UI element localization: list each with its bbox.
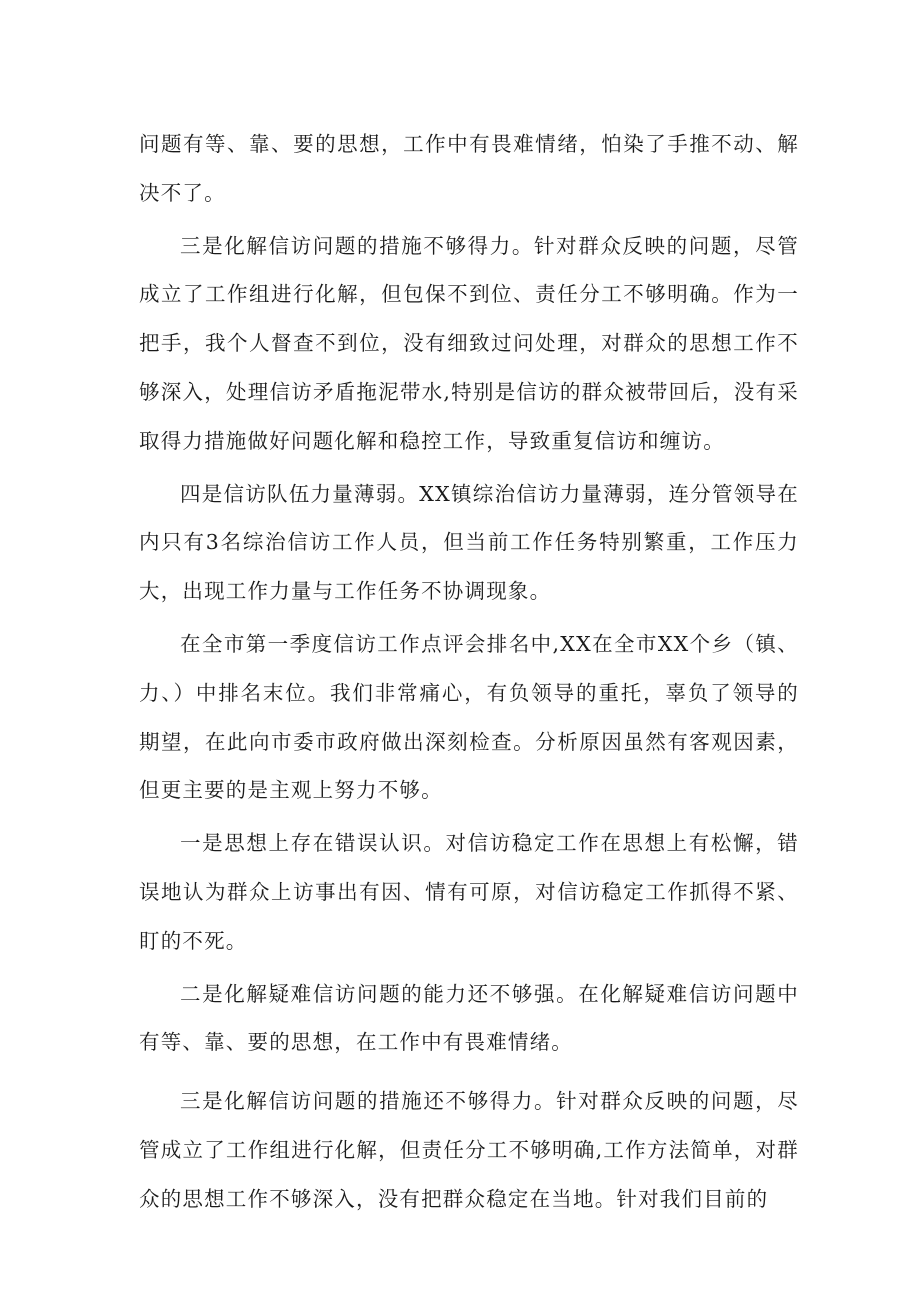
paragraph-three-measures-again: 三是化解信访问题的措施还不够得力。针对群众反映的问题，尽管成立了工作组进行化解，但责任分工不够明确,工作方法简单，对群众的思想工作不够深入，没有把群众稳定在当地。针对我们目前的 <box>139 1089 799 1211</box>
paragraph-four-staff: 四是信访队伍力量薄弱。XX镇综治信访力量薄弱，连分管领导在内只有3名综治信访工作人员，但当前工作任务特别繁重，工作压力大，出现工作力量与工作任务不协调现象。 <box>139 481 799 604</box>
paragraph-ranking: 在全市第一季度信访工作点评会排名中,XX在全市XX个乡（镇、力、）中排名末位。我们非常痛心，有负领导的重托，辜负了领导的期望，在此向市委市政府做出深刻检查。分析原因虽然有客观因素，但更主要的是主观上努力不够。 <box>139 631 799 803</box>
paragraph-two-ability: 二是化解疑难信访问题的能力还不够强。在化解疑难信访问题中有等、靠、要的思想，在工作中有畏难情绪。 <box>139 981 799 1055</box>
document-body <box>139 120 799 1224</box>
paragraph-three-measures: 三是化解信访问题的措施不够得力。针对群众反映的问题，尽管成立了工作组进行化解，但包保不到位、责任分工不够明确。作为一把手，我个人督查不到位，没有细致过问处理，对群众的思想工作不够深入，处理信访矛盾拖泥带水,特别是信访的群众被带回后，没有采取得力措施做好问题化解和稳控工作，导致重复信访和缠访。 <box>139 233 799 453</box>
paragraph-one-thinking: 一是思想上存在错误认识。对信访稳定工作在思想上有松懈，错误地认为群众上访事出有因、情有可原，对信访稳定工作抓得不紧、盯的不死。 <box>139 831 799 953</box>
paragraph-continued: 问题有等、靠、要的思想，工作中有畏难情绪，怕染了手推不动、解决不了。 <box>139 132 799 205</box>
